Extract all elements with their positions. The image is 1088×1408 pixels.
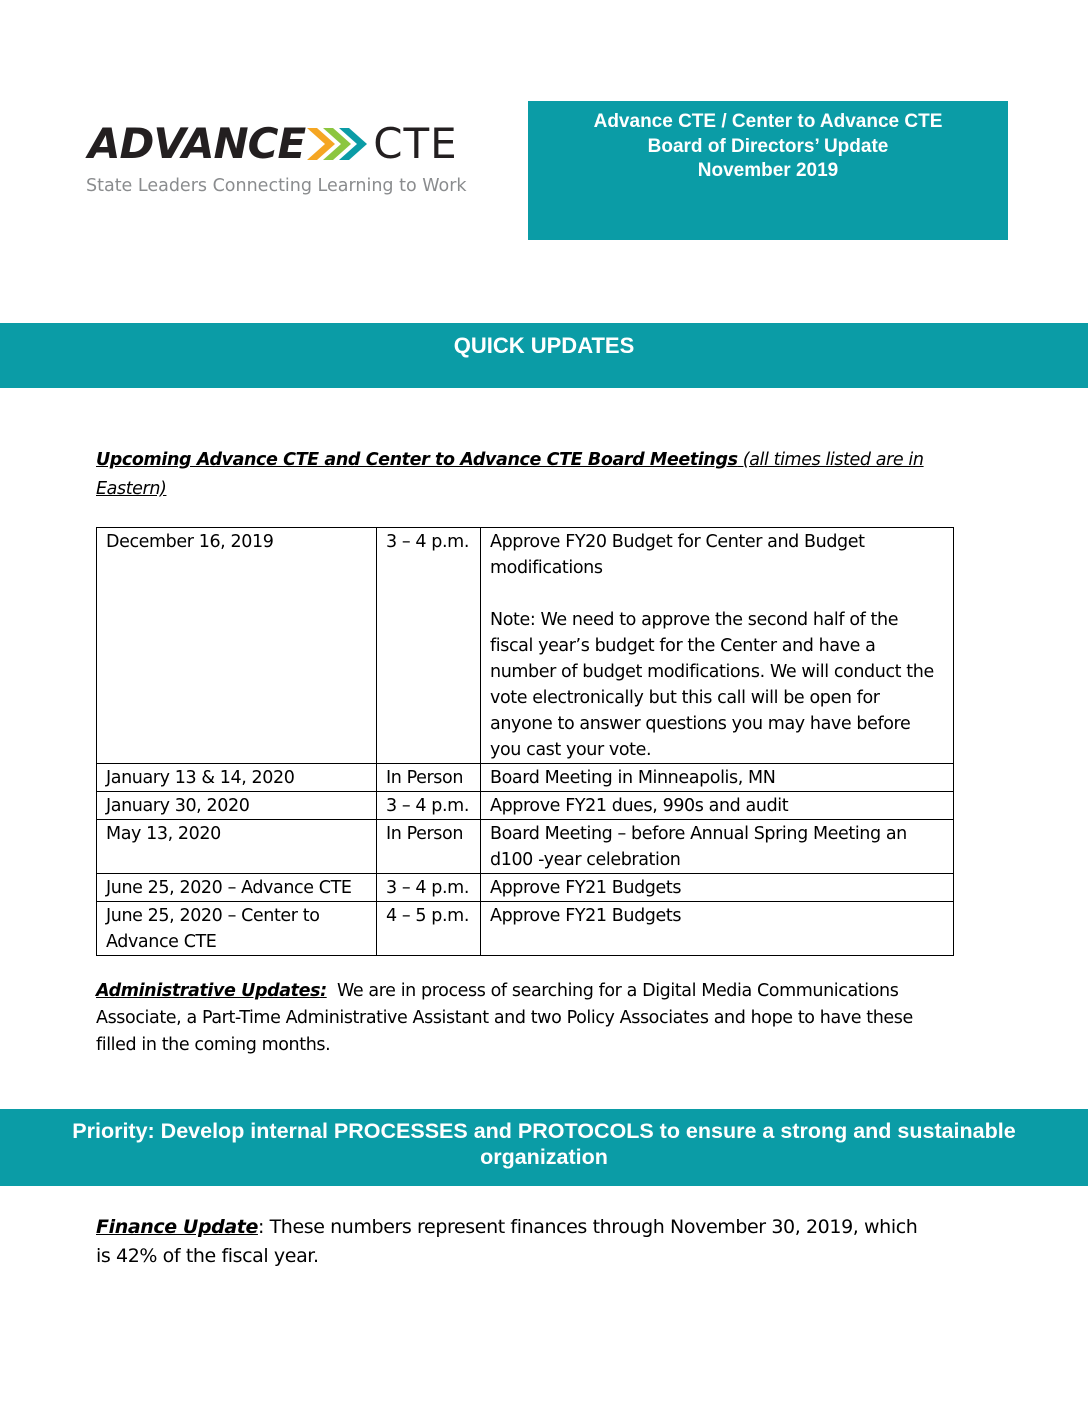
meeting-topic: Board Meeting in Minneapolis, MN [481,764,954,792]
table-row [97,792,954,820]
meeting-date: January 13 & 14, 2020 [97,764,377,792]
table-row [97,820,954,874]
meeting-note: Note: We need to approve the second half of the fiscal year’s budget for the Center and have a number of budget modifications. We will conduct the vote electronically but this call will be open for anyone to answer questions you may have before you cast your vote. [490,610,934,760]
chevron-arrows-icon [307,124,369,164]
meeting-time: 3 – 4 p.m. [377,792,481,820]
meetings-heading-note: (all times listed are in Eastern) [96,450,924,499]
meeting-date: January 30, 2020 [97,792,377,820]
meeting-date: June 25, 2020 – Center to Advance CTE [97,902,377,956]
meeting-time: In Person [377,820,481,874]
meeting-topic: Approve FY20 Budget for Center and Budget modifications [490,532,865,578]
administrative-updates-text: We are in process of searching for a Digital Media Communications Associate, a Part-Time Administrative Assistant and two Policy Associates and hope to have these filled in the coming months. [96,981,919,1055]
logo-tagline: State Leaders Connecting Learning to Work [86,176,467,196]
meetings-heading [96,446,936,504]
priority-banner [0,1109,1088,1186]
logo-brand-word: ADVANCE [88,119,306,168]
finance-update-label: Finance Update [96,1216,258,1238]
meeting-date: May 13, 2020 [97,820,377,874]
table-row [97,902,954,956]
meeting-time: 3 – 4 p.m. [377,874,481,902]
meeting-topic: Board Meeting – before Annual Spring Meeting an d100 -year celebration [481,820,954,874]
quick-updates-title: QUICK UPDATES [453,333,635,358]
title-line-update: Board of Directors’ Update [647,135,889,157]
meeting-topic-cell [481,528,954,764]
finance-update-text: : These numbers represent finances through November 30, 2019, which is 42% of the fiscal year. [96,1216,918,1267]
table-row [97,528,954,764]
table-row [97,874,954,902]
quick-updates-banner [0,323,1088,388]
meetings-heading-title: Upcoming Advance CTE and Center to Advance CTE Board Meetings [96,450,738,470]
meeting-time: 4 – 5 p.m. [377,902,481,956]
meeting-date: December 16, 2019 [97,528,377,764]
logo-wordmark [88,118,458,170]
title-line-date: November 2019 [697,160,839,181]
meetings-table [96,527,954,956]
table-row [97,764,954,792]
advance-cte-logo [86,118,467,202]
meeting-topic: Approve FY21 Budgets [481,902,954,956]
meeting-time: In Person [377,764,481,792]
meeting-topic: Approve FY21 Budgets [481,874,954,902]
title-line-organization: Advance CTE / Center to Advance CTE [593,111,943,132]
priority-title: Priority: Develop internal PROCESSES and PROTOCOLS to ensure a strong and sustainable organization [72,1119,1016,1169]
document-title-box [528,101,1008,240]
logo-brand-suffix: CTE [373,119,458,168]
finance-update [96,1213,936,1271]
administrative-updates-label: Administrative Updates: [96,981,327,1001]
meeting-date: June 25, 2020 – Advance CTE [97,874,377,902]
meeting-time: 3 – 4 p.m. [377,528,481,764]
meeting-topic: Approve FY21 dues, 990s and audit [481,792,954,820]
administrative-updates [96,978,936,1059]
